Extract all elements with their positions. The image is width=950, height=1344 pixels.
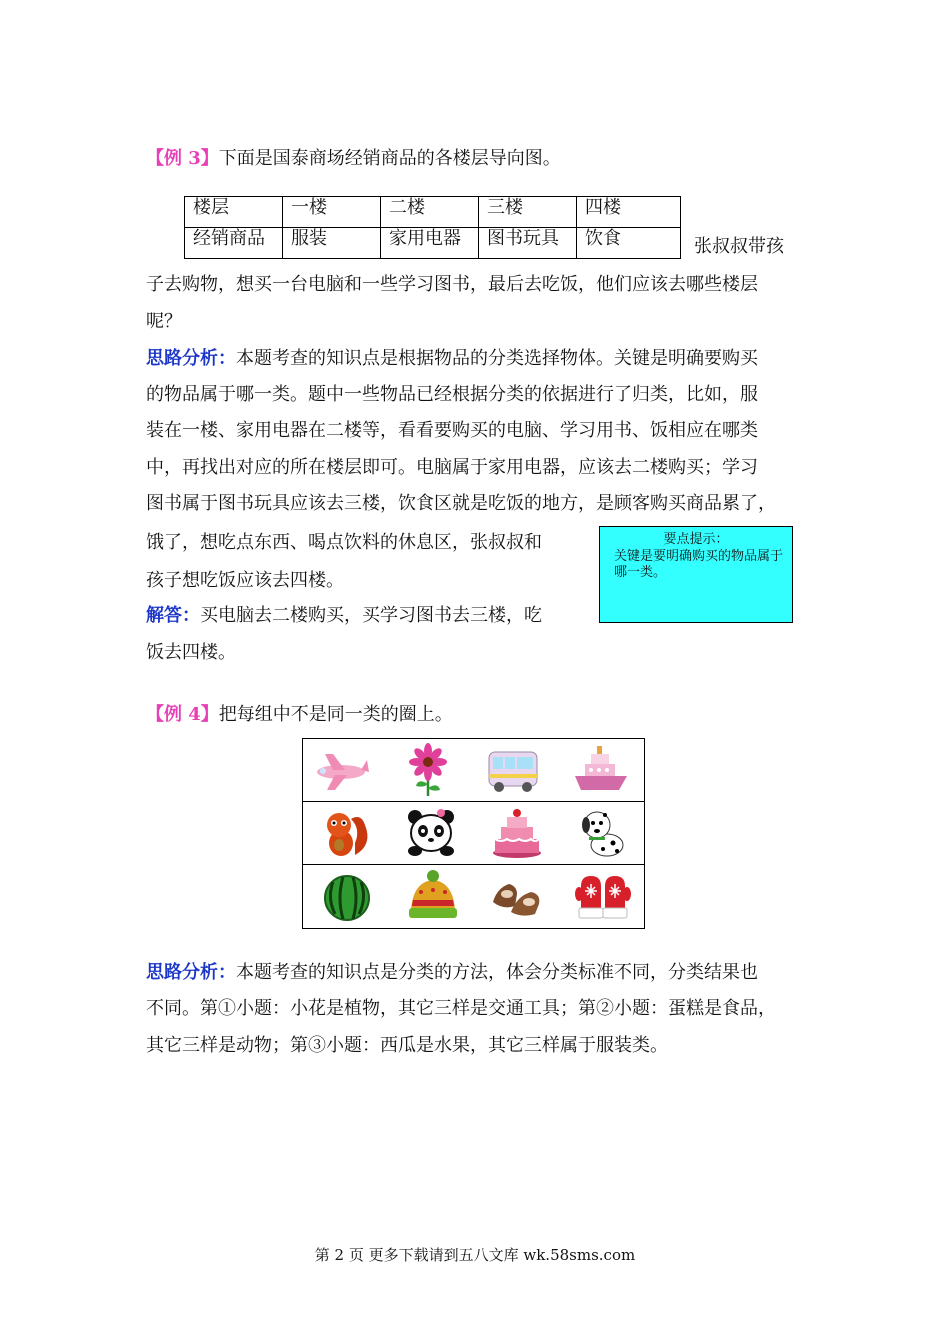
table-cell: 经销商品 <box>185 228 283 259</box>
tip-body: 关键是要明确购买的物品属于哪一类。 <box>614 549 784 580</box>
table-cell: 二楼 <box>381 197 479 228</box>
example4-analysis-line <box>146 962 758 984</box>
analysis-text: 本题考查的知识点是根据物品的分类选择物体。关键是明确要购买 <box>236 348 758 369</box>
table-cell: 图书玩具 <box>479 228 577 259</box>
example3-analysis-line: 中，再找出对应的所在楼层即可。电脑属于家用电器，应该去二楼购买；学习 <box>146 457 758 478</box>
example3-analysis-line: 的物品属于哪一类。题中一些物品已经根据分类的依据进行了归类，比如，服 <box>146 384 758 405</box>
dog-icon <box>573 805 633 861</box>
table-cell: 三楼 <box>479 197 577 228</box>
ship-icon <box>571 742 631 798</box>
floor-guide-table <box>184 196 681 259</box>
watermelon-icon <box>317 868 377 924</box>
example4-intro: 把每组中不是同一类的圈上。 <box>218 704 453 725</box>
analysis-text: 本题考查的知识点是分类的方法，体会分类标准不同，分类结果也 <box>236 962 758 983</box>
grid-row <box>303 865 644 927</box>
example4-intro-line <box>146 704 453 726</box>
table-cell: 四楼 <box>577 197 681 228</box>
example3-analysis-line: 图书属于图书玩具应该去三楼，饮食区就是吃饭的地方，是顾客购买商品累了， <box>146 493 776 514</box>
example3-analysis-line <box>146 348 758 370</box>
flower-icon <box>398 742 458 798</box>
table-cell: 家用电器 <box>381 228 479 259</box>
bus-icon <box>483 742 543 798</box>
grid-row <box>303 739 644 802</box>
shoes-icon <box>487 868 547 924</box>
airplane-icon <box>311 742 371 798</box>
example3-analysis-line: 孩子想吃饭应该去四楼。 <box>146 570 344 591</box>
mittens-icon <box>573 868 633 924</box>
key-point-tip-box <box>599 526 793 623</box>
cake-icon <box>487 805 547 861</box>
example3-answer-line: 饭去四楼。 <box>146 642 236 663</box>
table-row <box>185 197 681 228</box>
picture-grid <box>302 738 645 929</box>
panda-icon <box>401 805 461 861</box>
example3-question-tail: 张叔叔带孩 <box>694 236 784 257</box>
knit-hat-icon <box>403 868 463 924</box>
example3-answer-line <box>146 605 542 627</box>
table-cell: 服装 <box>283 228 381 259</box>
page-footer: 第 2 页 更多下载请到五八文库 wk.58sms.com <box>314 1246 636 1264</box>
table-cell: 一楼 <box>283 197 381 228</box>
table-row <box>185 228 681 259</box>
example4-label: 【例 4】 <box>146 704 219 725</box>
grid-row <box>303 802 644 865</box>
table-cell: 饮食 <box>577 228 681 259</box>
answer-label: 解答： <box>146 605 200 626</box>
example3-analysis-line: 装在一楼、家用电器在二楼等，看看要购买的电脑、学习用书、饭相应在哪类 <box>146 420 758 441</box>
squirrel-icon <box>315 805 375 861</box>
example3-label: 【例 3】 <box>146 148 219 169</box>
example3-question-line: 呢？ <box>146 311 182 332</box>
example4-analysis-line: 不同。第①小题：小花是植物，其它三样是交通工具；第②小题：蛋糕是食品， <box>146 998 776 1019</box>
example3-intro: 下面是国泰商场经销商品的各楼层导向图。 <box>218 148 561 169</box>
analysis-label: 思路分析： <box>146 962 236 983</box>
example3-intro-line <box>146 148 561 170</box>
table-cell: 楼层 <box>185 197 283 228</box>
answer-text: 买电脑去二楼购买，买学习图书去三楼，吃 <box>200 605 542 626</box>
example4-analysis-line: 其它三样是动物；第③小题：西瓜是水果，其它三样属于服装类。 <box>146 1035 668 1056</box>
analysis-label: 思路分析： <box>146 348 236 369</box>
example3-question-line: 子去购物，想买一台电脑和一些学习图书，最后去吃饭，他们应该去哪些楼层 <box>146 274 758 295</box>
example3-analysis-line: 饿了，想吃点东西、喝点饮料的休息区，张叔叔和 <box>146 532 542 553</box>
tip-title: 要点提示： <box>663 532 729 547</box>
